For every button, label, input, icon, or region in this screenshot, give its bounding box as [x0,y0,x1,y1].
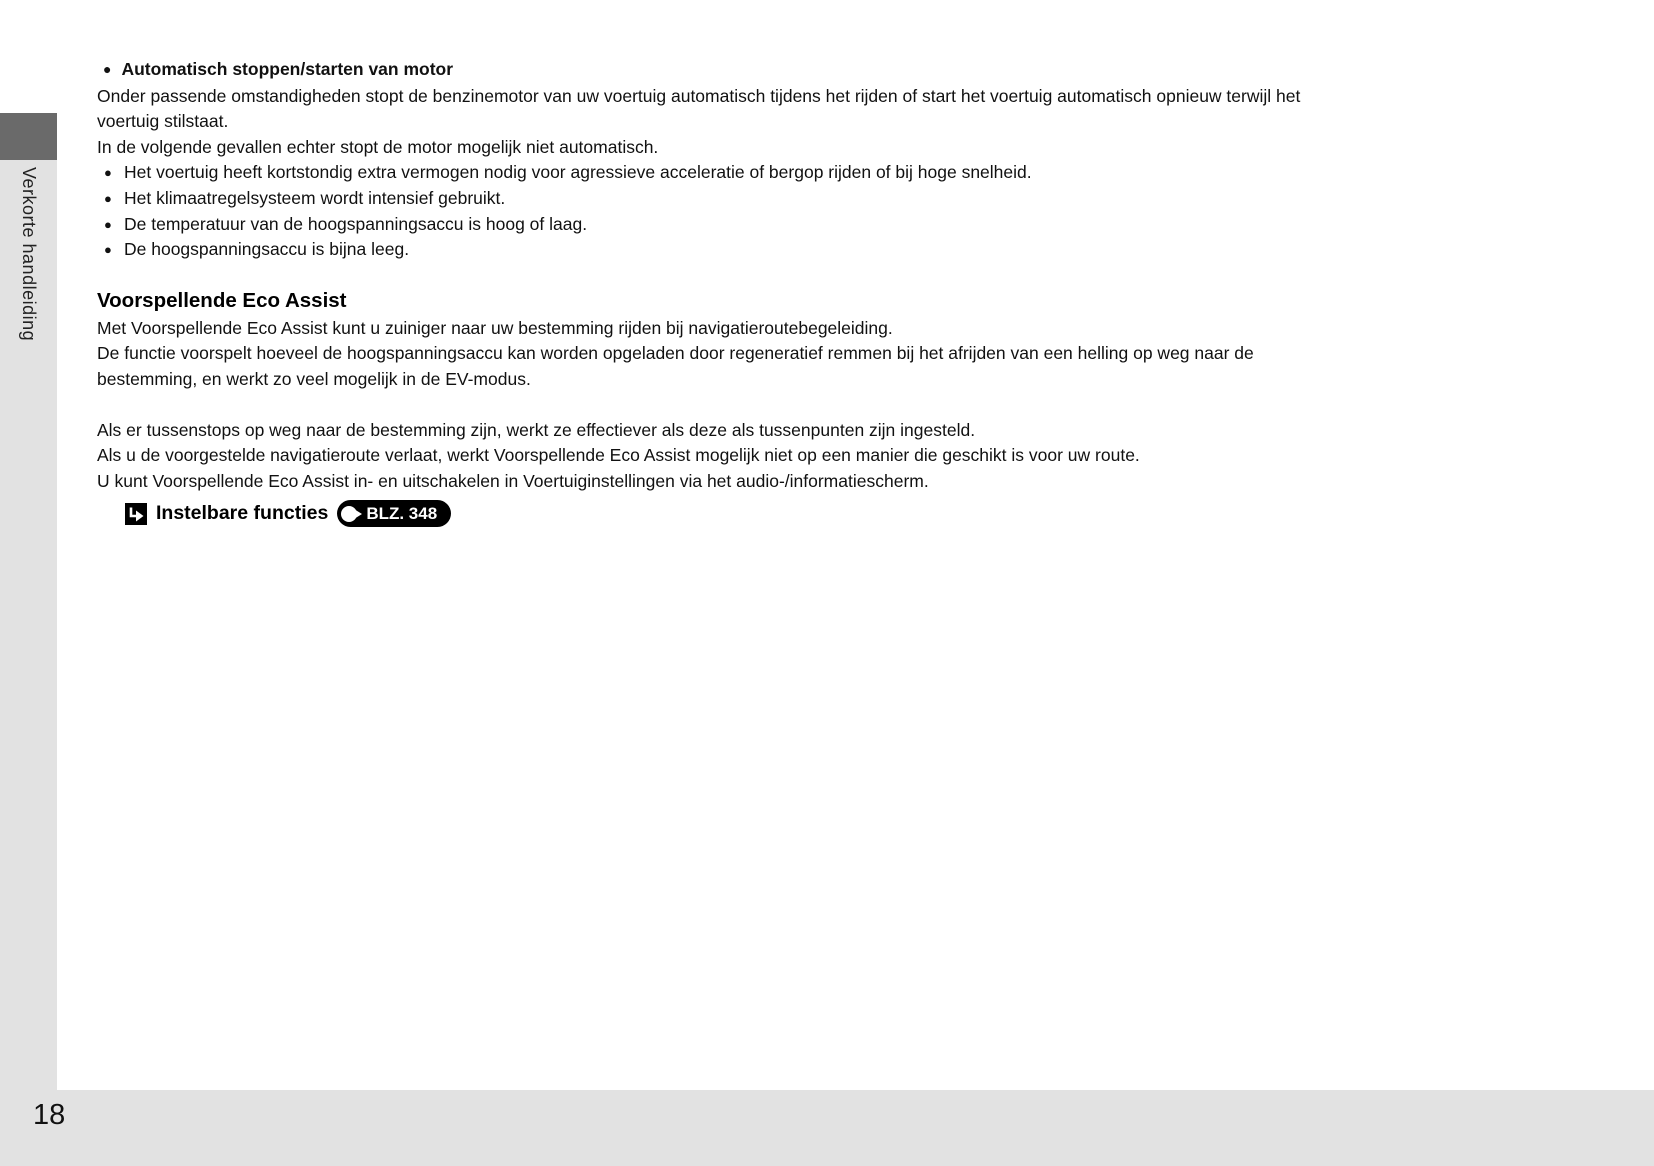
chapter-label [0,167,57,427]
paragraph-line: bestemming, en werkt zo veel mogelijk in de EV-modus. [97,368,531,389]
list-bullet-icon: ● [104,165,112,181]
list-bullet-icon: ● [104,190,112,206]
list-bullet-icon: ● [104,242,112,258]
list-item [97,186,1497,212]
footer-bar [0,1090,1654,1166]
section-bullet-icon: ● [103,61,112,77]
paragraph-line: U kunt Voorspellende Eco Assist in- en uitschakelen in Voertuiginstellingen via het audio-/informatiescherm. [97,470,929,491]
paragraph-line: Als u de voorgestelde navigatieroute verlaat, werkt Voorspellende Eco Assist mogelijk niet op een manier die geschikt is voor uw route. [97,445,1140,466]
content-area [97,57,1497,527]
chapter-label-text: Verkorte handleiding [19,167,39,342]
list-item-text: De hoogspanningsaccu is bijna leeg. [124,239,410,260]
list-item-text: Het klimaatregelsysteem wordt intensief gebruikt. [124,187,506,208]
list-item [97,160,1497,186]
list-item-text: De temperatuur van de hoogspanningsaccu is hoog of laag. [124,213,588,234]
paragraph-line: voertuig stilstaat. [97,111,229,132]
paragraph-spacer [97,393,1497,418]
page-number: 18 [33,1099,66,1131]
engine-section-heading-row [97,57,1497,83]
paragraph-line: De functie voorspelt hoeveel de hoogspanningsaccu kan worden opgeladen door regeneratief remmen bij het afrijden van een helling op weg naar de [97,343,1254,364]
list-bullet-icon: ● [104,216,112,232]
paragraph-line: Met Voorspellende Eco Assist kunt u zuiniger naar uw bestemming rijden bij navigatieroutebegeleiding. [97,317,893,338]
page-ref-text: BLZ. 348 [366,503,438,523]
paragraph-line: In de volgende gevallen echter stopt de motor mogelijk niet automatisch. [97,136,659,157]
chapter-tab [0,113,57,160]
paragraph-line: Onder passende omstandigheden stopt de benzinemotor van uw voertuig automatisch tijdens het rijden of start het voertuig automatisch opnieuw terwijl het [97,85,1301,106]
arrow-right-icon [340,503,364,525]
condition-list [97,160,1497,262]
list-item [97,237,1497,263]
reference-label: Instelbare functies [156,502,329,525]
eco-section-heading: Voorspellende Eco Assist [97,288,347,312]
cross-reference-icon [125,503,147,525]
engine-section-heading: Automatisch stoppen/starten van motor [121,59,454,79]
list-item-text: Het voertuig heeft kortstondig extra vermogen nodig voor agressieve acceleratie of bergop rijden of bij hoge snelheid. [124,162,1032,183]
page-ref-badge[interactable] [337,500,451,527]
paragraph-line: Als er tussenstops op weg naar de bestemming zijn, werkt ze effectiever als deze als tussenpunten zijn ingesteld. [97,419,976,440]
cross-reference-row[interactable] [125,500,1497,527]
list-item [97,212,1497,238]
